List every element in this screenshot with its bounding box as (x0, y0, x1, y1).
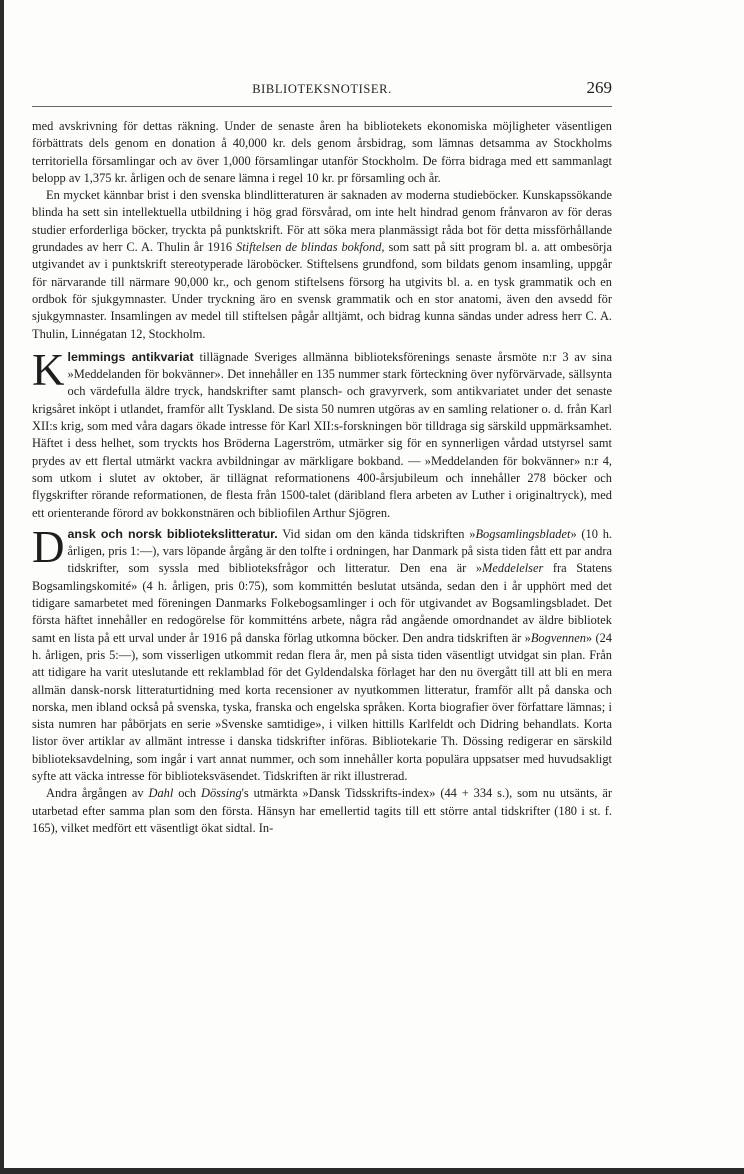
scan-bottom-edge (0, 1168, 744, 1174)
paragraph-klemmings-antikvariat (32, 344, 613, 522)
paragraph-text: » (10 h. årligen, pris 1:—), vars löpande årgång är den tolfte i ordningen, har Danmark på sista tiden fått ett par andra tidskrifter, som syssla med biblioteksfrågor och litteratur. Den ena är » (67, 526, 613, 576)
article-body (32, 118, 612, 837)
paragraph-text: En mycket kännbar brist i den svenska blindlitteraturen är saknaden av moderna studieböcker. Kunskapssökande blinda ha sett sin intellektuella utbildning i hög grad försvårad, om inte helt hindrad genom frånvaron av för deras studier erforderliga böcker, tryckta på punktskrift. För att söka mera planmässigt råda bot för detta missförhållande grundades av herr C. A. Thulin år 1916 (32, 188, 612, 255)
scan-left-edge (0, 0, 4, 1174)
paragraph-danish-norwegian-literature (32, 521, 613, 785)
journal-title: Meddelelser (482, 561, 544, 576)
drop-cap-d: D (32, 521, 65, 572)
paragraph-text: , som satt på sitt program bl. a. att ombesörja utgivandet av i punktskrift stereotyperade läroböcker. Stiftelsens grundfond, som bildats genom insamling, uppgår för närvarande till närmare 90,000 kr., och genom stiftelsens försorg ha utgivits bl. a. en tysk grammatik och en ordbok för sjukgymnaster. Under tryckning äro en svensk grammatik och en stor anatomi, även den avsedd för sjukgymnaster. Insamlingen av medel till stiftelsen pågår alltjämt, och bidrag kunna sändas under adress herr C. A. Thulin, Linnégatan 12, Stockholm. (32, 240, 612, 341)
header-rule (32, 106, 612, 107)
author-name: Dahl (148, 786, 174, 801)
drop-cap-k: K (32, 344, 65, 395)
section-lead: ansk och norsk bibliotekslitteratur. (67, 526, 278, 541)
running-title: BIBLIOTEKSNOTISER. (252, 82, 392, 96)
page-number: 269 (586, 78, 612, 97)
paragraph-tidsskrifts-index (32, 785, 612, 837)
paragraph-text: » (24 h. årligen, pris 5:—), som visserligen utkommit redan flera år, men på sista tiden väsentligt utvidgat sin plan. Från att tidigare ha varit uteslutande ett reklamblad för det Gyldendalska förlaget har den nu övergått till att bli en mera allmän dansk-norsk litteraturtidning med korta recensioner av nyutkommen litteratur, framför allt på danska och norska, men ibland också på svenska, tyska, franska och engelska språken. Korta biografier över författare lämnas; i sista numren har påbörjats en serie »Svenske samtidige», i vilken hittills Karlfeldt och Didring behandlats. Korta listor över artiklar av allmänt intresse i danska tidskrifter införas. Bibliotekarie Th. Dössing redigerar en särskild biblioteksavdelning, som ingår i vart annat nummer, och som innehåller korta populära uppsatser med huvudsakligt syfte att väcka intresse för biblioteksväsendet. Tidskriften är rikt illustrerad. (32, 630, 612, 783)
paragraph-library-funding: med avskrivning för dettas räkning. Under de senaste åren ha bibliotekets ekonomiska möjligheter väsentligen förbättrats dels genom en donation å 40,000 kr. dels genom årsbidrag, som lämnas detsamma av Stockholms territoriella församlingar och av över 1,000 församlingar utanför Stockholm. De förra bidraga med ett sammanlagt belopp av 1,375 kr. årligen och de senare lämna i regel 10 kr. pr församling och år. (32, 119, 612, 185)
section-lead: lemmings antikvariat (67, 349, 194, 364)
paragraph-text: fra Statens Bogsamlingskomité» (4 h. årligen, pris 0:75), som kommittén beslutat utsända, sedan den i år upphört med det tidigare samarbetet med föreningen Danmarks Folkebogsamlinger i och för utgivandet av Bogsamlingsbladet. Det första häftet innehåller en redogörelse för kommitténs arbete, några råd angående omordnandet av äldre bibliotek samt en lista på ett urval under år 1916 på danska förlag utkomna böcker. Den andra tidskriften är » (32, 561, 612, 645)
foundation-title: Stiftelsen de blindas bokfond (236, 240, 382, 255)
paragraph-text: och (173, 786, 202, 801)
paragraph-text: Vid sidan om den kända tidskriften » (277, 526, 476, 541)
running-head (32, 78, 612, 97)
author-name: Dössing (201, 786, 242, 801)
paragraph-blind-books (32, 187, 612, 343)
paragraph-text: tillägnade Sveriges allmänna biblioteksförenings senaste årsmöte n:r 3 av sina »Meddelanden för bokvänner». Det innehåller en 135 nummer stark förteckning över nyförvärvade, sällsynta och värdefulla äldre tryck, handskrifter samt plansch- och gravyrverk, som antikvariatet under det senaste krigsåret inköpt i utlandet, framför allt Tyskland. De sista 50 numren utgöras av en samling relationer o. d. från Karl XII:s krig, som med våra dagars ökade intresse för Karl XII:s-forskningen bör tilldraga sig särskild uppmärksamhet. Häftet i dess helhet, som tryckts hos Bröderna Lagerström, utmärker sig för en synnerligen vårdad utstyrsel samt prydes av ett flertal utmärkt vackra avbildningar av märkligare bokband. — »Meddelanden för bokvänner» n:r 4, som utkom i slutet av oktober, är tillägnat reformationens 400-årsjubileum och innehåller 278 böcker och flygskrifter rörande reformationen, de flesta från 1500-talet (däribland flera arbeten av Luther i originaltryck), med ett orienterande förord av bokkonstnären och bibliofilen Arthur Sjögren. (32, 349, 613, 520)
paragraph-text: 's utmärkta »Dansk Tidsskrifts-index» (44 + 334 s.), som nu utsänts, är utarbetad efter samma plan som den första. Hänsyn har emellertid tagits till ett större antal tidskrifter (180 i st. f. 165), vilket medfört ett väsentligt ökat sidtal. In- (32, 786, 613, 835)
journal-title: Bogsamlingsbladet (475, 526, 571, 541)
journal-title: Bogvennen (530, 630, 586, 645)
paragraph-text: Andra årgången av (46, 786, 149, 801)
